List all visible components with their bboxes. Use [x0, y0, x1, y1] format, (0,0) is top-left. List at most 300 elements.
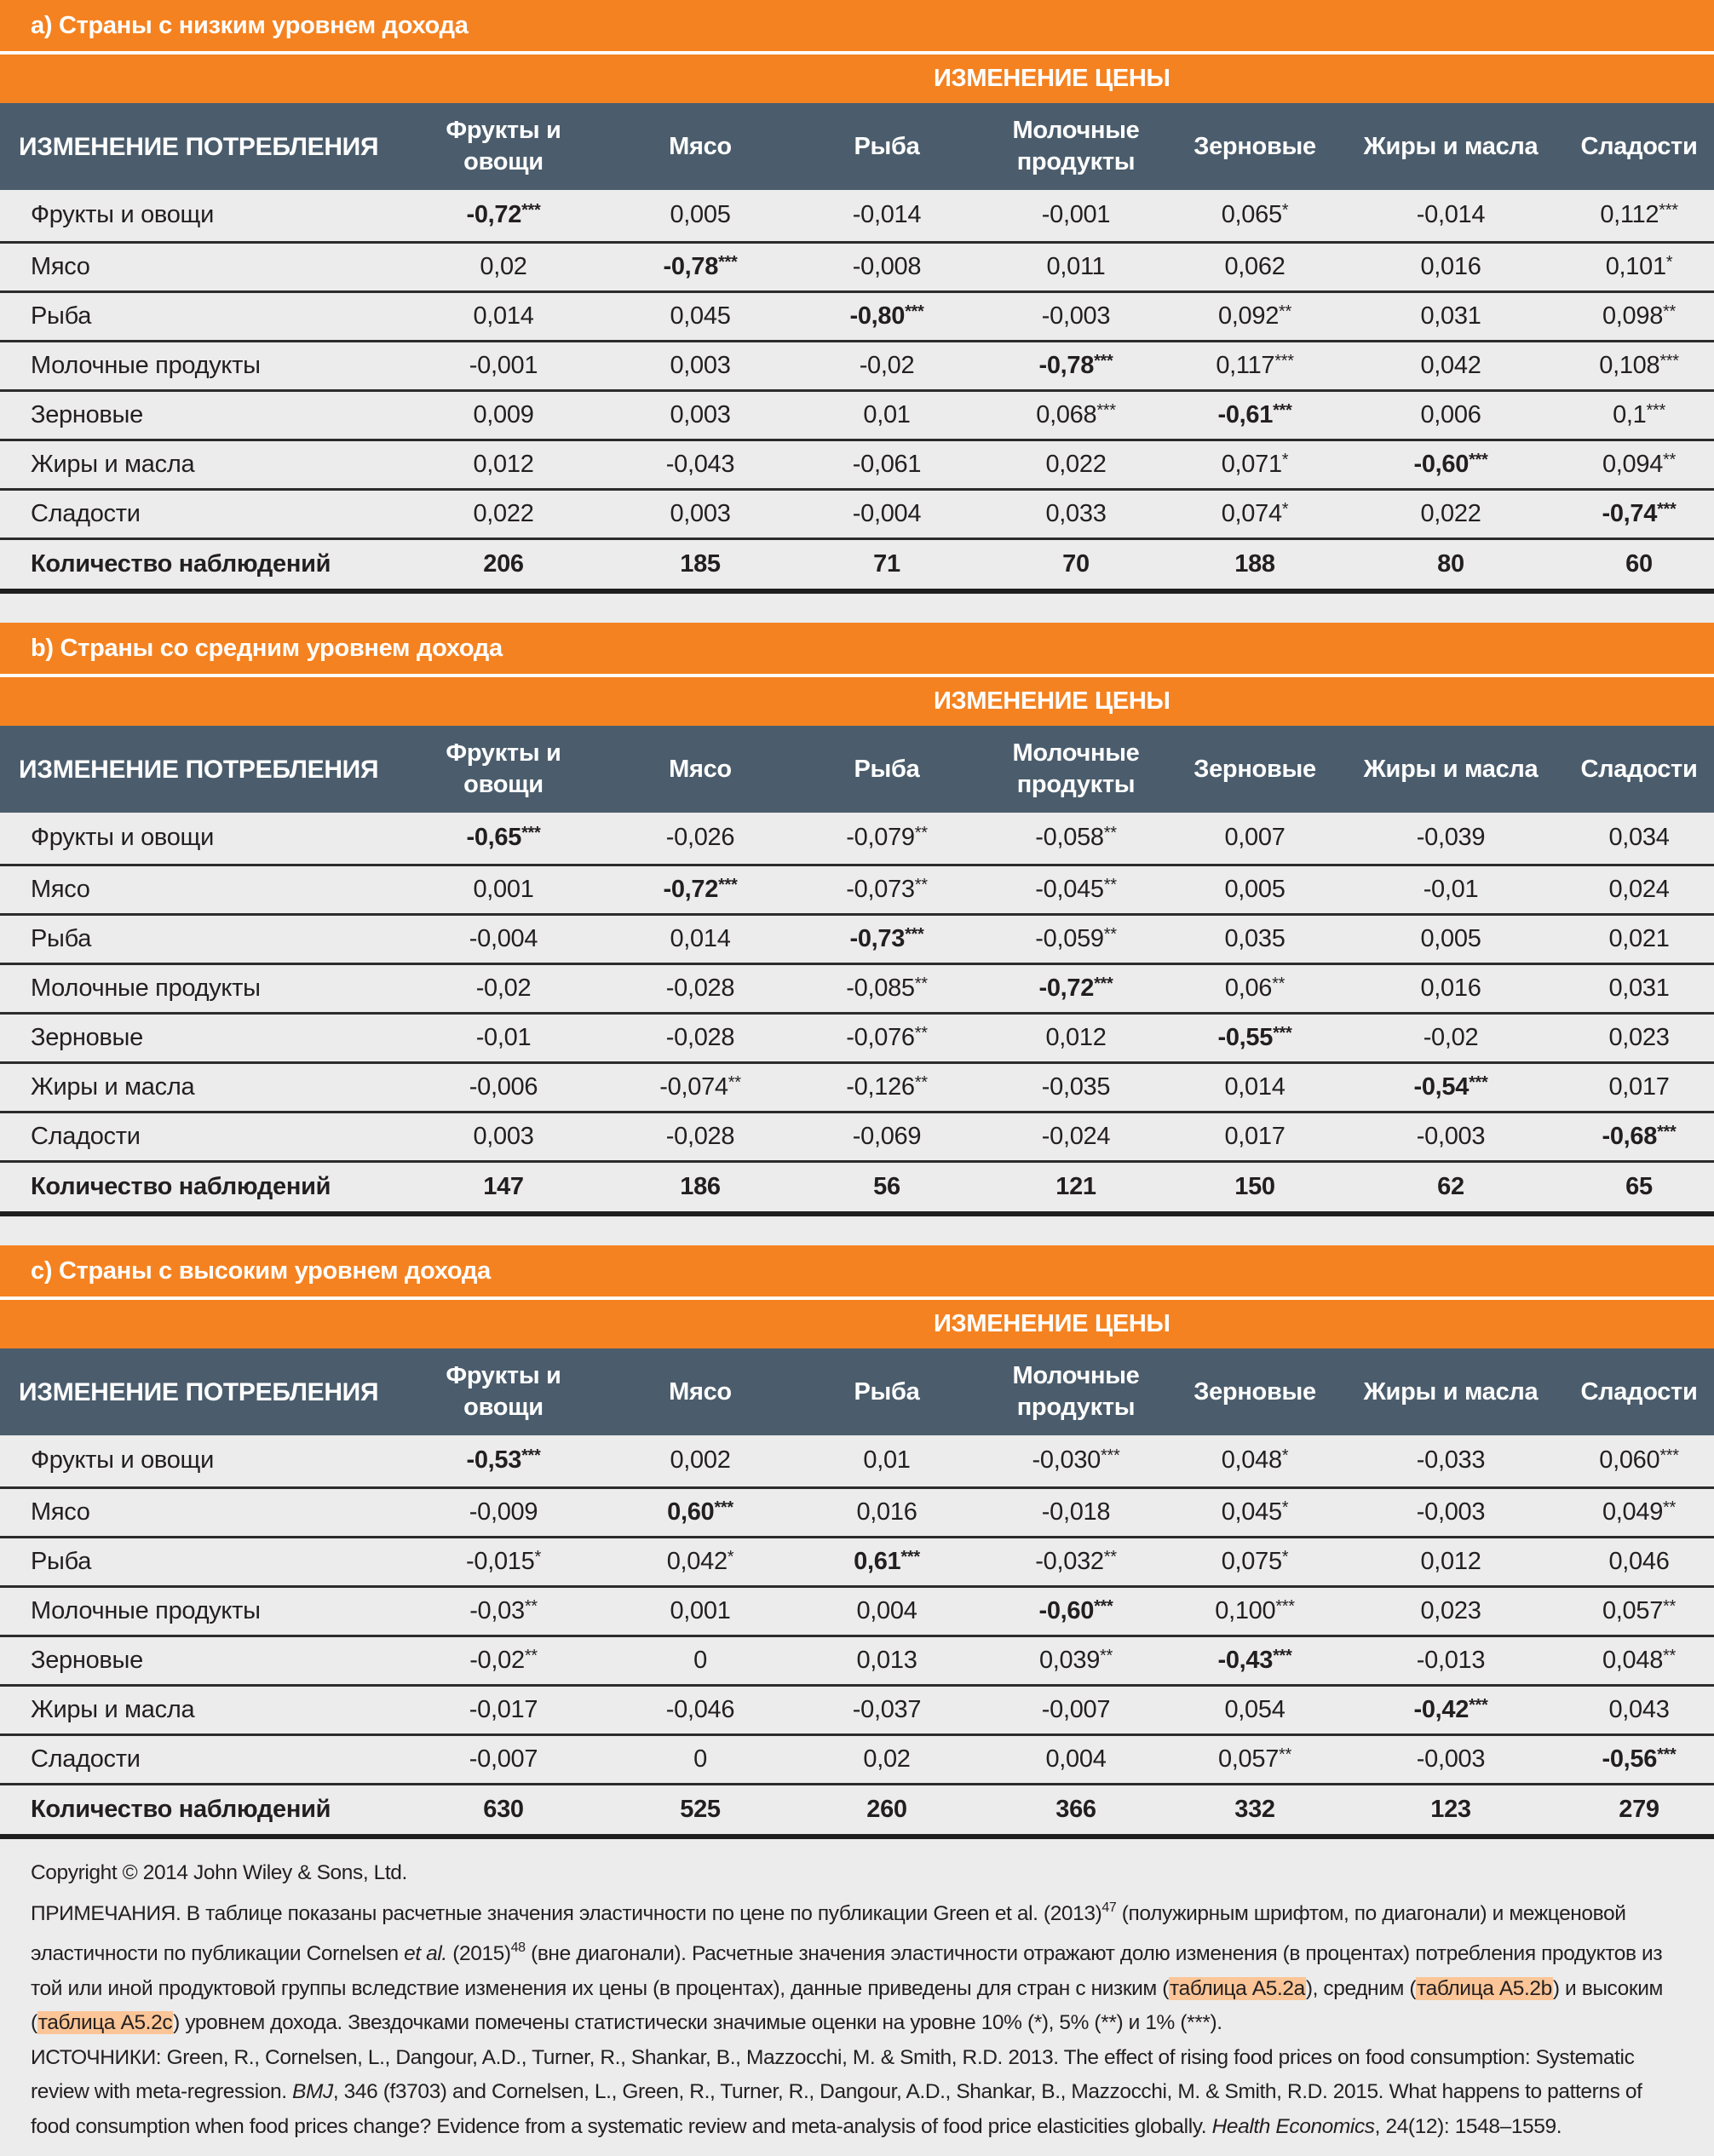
cross-price-elasticity-cell: -0,02 — [1337, 1013, 1564, 1062]
price-change-band — [0, 55, 1714, 103]
cross-price-elasticity-cell: 0,005 — [1172, 865, 1337, 914]
cross-price-elasticity-cell: -0,028 — [607, 1112, 794, 1161]
table-row — [0, 1013, 1714, 1062]
significance-stars: ** — [914, 1072, 928, 1092]
cross-price-elasticity-cell: 0,001 — [607, 1586, 794, 1636]
significance-stars: *** — [1646, 400, 1665, 420]
observations-count: 366 — [980, 1784, 1172, 1837]
cross-price-elasticity-cell: -0,001 — [980, 190, 1172, 242]
cross-price-elasticity-cell: 0,035 — [1172, 914, 1337, 963]
observations-count: 121 — [980, 1161, 1172, 1214]
cross-price-elasticity-cell: 0,01 — [794, 390, 980, 440]
table-row — [0, 242, 1714, 291]
column-header: Мясо — [607, 1348, 794, 1435]
significance-stars: ** — [1100, 1646, 1113, 1665]
cross-price-elasticity-cell: -0,030*** — [980, 1435, 1172, 1487]
cross-price-elasticity-cell: 0,003 — [607, 341, 794, 390]
significance-stars: * — [1281, 1547, 1289, 1567]
cross-price-elasticity-cell: -0,02** — [400, 1636, 607, 1685]
significance-stars: ** — [1272, 974, 1286, 993]
significance-stars: ** — [728, 1072, 741, 1092]
row-label: Рыба — [0, 914, 400, 963]
cross-price-elasticity-cell: 0,075* — [1172, 1537, 1337, 1586]
cross-price-elasticity-cell: -0,126** — [794, 1062, 980, 1112]
significance-stars: * — [1665, 252, 1673, 272]
cross-price-elasticity-cell: 0,02 — [400, 242, 607, 291]
cross-price-elasticity-cell: -0,017 — [400, 1685, 607, 1734]
cross-price-elasticity-cell: 0,005 — [607, 190, 794, 242]
row-label: Сладости — [0, 489, 400, 538]
cross-price-elasticity-cell: 0,100*** — [1172, 1586, 1337, 1636]
significance-stars: ** — [1279, 302, 1292, 321]
significance-stars: ** — [914, 974, 928, 993]
table-row — [0, 963, 1714, 1013]
cross-price-elasticity-cell: 0,098** — [1564, 291, 1714, 341]
section-title: a) Страны с низким уровнем дохода — [0, 0, 1714, 51]
cross-price-elasticity-cell: -0,003 — [1337, 1487, 1564, 1537]
cross-price-elasticity-cell: -0,004 — [794, 489, 980, 538]
elasticity-table — [0, 103, 1714, 594]
row-label: Сладости — [0, 1112, 400, 1161]
column-header: Рыба — [794, 103, 980, 190]
cross-price-elasticity-cell: 0,054 — [1172, 1685, 1337, 1734]
significance-stars: ** — [1103, 924, 1117, 944]
column-header: Жиры и масла — [1337, 1348, 1564, 1435]
income-section-0 — [0, 0, 1714, 594]
observations-count: 186 — [607, 1161, 794, 1214]
observations-count: 279 — [1564, 1784, 1714, 1837]
cross-price-elasticity-cell: 0,112*** — [1564, 190, 1714, 242]
own-price-elasticity-cell: 0,61*** — [794, 1537, 980, 1586]
cross-price-elasticity-cell: 0,01 — [794, 1435, 980, 1487]
cross-price-elasticity-cell: 0,043 — [1564, 1685, 1714, 1734]
table-row — [0, 291, 1714, 341]
cross-price-elasticity-cell: -0,028 — [607, 1013, 794, 1062]
cross-price-elasticity-cell: 0,048** — [1564, 1636, 1714, 1685]
significance-stars: ** — [1663, 1596, 1677, 1616]
own-price-elasticity-cell: -0,61*** — [1172, 390, 1337, 440]
price-change-band — [0, 1300, 1714, 1348]
cross-price-elasticity-cell: 0,023 — [1337, 1586, 1564, 1636]
cross-price-elasticity-cell: -0,073** — [794, 865, 980, 914]
significance-stars: *** — [1659, 351, 1679, 371]
cross-price-elasticity-cell: 0,003 — [400, 1112, 607, 1161]
cross-price-elasticity-cell: 0,001 — [400, 865, 607, 914]
cross-price-elasticity-cell: -0,069 — [794, 1112, 980, 1161]
significance-stars: *** — [1273, 400, 1292, 420]
significance-stars: * — [534, 1547, 541, 1567]
cross-price-elasticity-cell: 0,023 — [1564, 1013, 1714, 1062]
observations-count: 332 — [1172, 1784, 1337, 1837]
row-header-label: ИЗМЕНЕНИЕ ПОТРЕБЛЕНИЯ — [0, 103, 400, 190]
column-header: Молочные продукты — [980, 1348, 1172, 1435]
significance-stars: *** — [1094, 351, 1113, 371]
cross-price-elasticity-cell: -0,008 — [794, 242, 980, 291]
elasticity-table — [0, 726, 1714, 1216]
column-header: Молочные продукты — [980, 103, 1172, 190]
row-label: Зерновые — [0, 390, 400, 440]
significance-stars: *** — [1100, 1446, 1120, 1466]
significance-stars: *** — [521, 201, 541, 221]
observations-label: Количество наблюдений — [0, 1161, 400, 1214]
significance-stars: *** — [1657, 499, 1677, 519]
column-header: Зерновые — [1172, 726, 1337, 813]
cross-price-elasticity-cell: 0,031 — [1337, 291, 1564, 341]
cross-price-elasticity-cell: -0,003 — [1337, 1112, 1564, 1161]
table-row — [0, 1734, 1714, 1784]
row-header-label: ИЗМЕНЕНИЕ ПОТРЕБЛЕНИЯ — [0, 1348, 400, 1435]
copyright: Copyright © 2014 John Wiley & Sons, Ltd. — [31, 1861, 407, 1884]
significance-stars: *** — [1275, 1596, 1295, 1616]
cross-price-elasticity-cell: -0,079** — [794, 813, 980, 865]
row-label: Мясо — [0, 242, 400, 291]
own-price-elasticity-cell: -0,60*** — [980, 1586, 1172, 1636]
own-price-elasticity-cell: 0,60*** — [607, 1487, 794, 1537]
own-price-elasticity-cell: -0,53*** — [400, 1435, 607, 1487]
table-row — [0, 1636, 1714, 1685]
significance-stars: ** — [914, 824, 928, 843]
observations-count: 147 — [400, 1161, 607, 1214]
link-table-a5-2a[interactable]: таблица A5.2a — [1170, 1976, 1305, 2000]
cross-price-elasticity-cell: -0,003 — [1337, 1734, 1564, 1784]
cross-price-elasticity-cell: -0,009 — [400, 1487, 607, 1537]
row-label: Фрукты и овощи — [0, 190, 400, 242]
cross-price-elasticity-cell: -0,03** — [400, 1586, 607, 1636]
significance-stars: *** — [1094, 974, 1113, 993]
own-price-elasticity-cell: -0,65*** — [400, 813, 607, 865]
cross-price-elasticity-cell: 0,012 — [1337, 1537, 1564, 1586]
cross-price-elasticity-cell: 0,068*** — [980, 390, 1172, 440]
column-header: Рыба — [794, 1348, 980, 1435]
cross-price-elasticity-cell: -0,058** — [980, 813, 1172, 865]
cross-price-elasticity-cell: -0,024 — [980, 1112, 1172, 1161]
cross-price-elasticity-cell: 0,016 — [1337, 242, 1564, 291]
cross-price-elasticity-cell: 0,004 — [980, 1734, 1172, 1784]
price-change-band — [0, 677, 1714, 726]
cross-price-elasticity-cell: 0,042 — [1337, 341, 1564, 390]
price-change-label: ИЗМЕНЕНИЕ ЦЕНЫ — [934, 687, 1170, 715]
cross-price-elasticity-cell: -0,026 — [607, 813, 794, 865]
cross-price-elasticity-cell: 0,117*** — [1172, 341, 1337, 390]
column-header: Жиры и масла — [1337, 103, 1564, 190]
own-price-elasticity-cell: -0,80*** — [794, 291, 980, 341]
table-row — [0, 341, 1714, 390]
price-change-label: ИЗМЕНЕНИЕ ЦЕНЫ — [934, 1310, 1170, 1337]
significance-stars: *** — [1657, 1745, 1677, 1764]
footnote-ref: 48 — [510, 1940, 526, 1955]
cross-price-elasticity-cell: 0,013 — [794, 1636, 980, 1685]
row-label: Молочные продукты — [0, 341, 400, 390]
cross-price-elasticity-cell: -0,006 — [400, 1062, 607, 1112]
significance-stars: ** — [914, 1023, 928, 1043]
significance-stars: ** — [1663, 1646, 1677, 1665]
footnote-ref: 47 — [1101, 1900, 1117, 1915]
cross-price-elasticity-cell: 0,021 — [1564, 914, 1714, 963]
cross-price-elasticity-cell: 0,016 — [1337, 963, 1564, 1013]
table-row — [0, 865, 1714, 914]
row-label: Жиры и масла — [0, 1062, 400, 1112]
column-header: Жиры и масла — [1337, 726, 1564, 813]
cross-price-elasticity-cell: -0,037 — [794, 1685, 980, 1734]
cross-price-elasticity-cell: -0,045** — [980, 865, 1172, 914]
column-header: Фрукты и овощи — [400, 1348, 607, 1435]
footer-notes — [0, 1839, 1714, 2153]
section-title: b) Страны со средним уровнем дохода — [0, 623, 1714, 674]
cross-price-elasticity-cell: -0,007 — [400, 1734, 607, 1784]
observations-count: 70 — [980, 538, 1172, 591]
notes: ПРИМЕЧАНИЯ. В таблице показаны расчетные значения эластичности по цене по публикации Green et al. $(2013)^{47}$ (полужирным шрифтом, по диагонали) и межценовой эластичности по публикации Cornelsen et al. $(2015)^{48}$ (вне диагонали). Расчетные значения эластичности отражают долю изменения (в процентах) потребления продуктов из той или иной продуктовой группы вследствие изменения их цены (в процентах), данные приведены для стран с низким (таблица A5.2a), средним (таблица A5.2b) и высоким (таблица A5.2c) уровнем дохода. Звездочками помечены статистически значимые оценки на уровне 10% (*), 5% (**) и 1% (***). — [31, 1900, 1663, 2034]
significance-stars: ** — [1103, 1547, 1117, 1567]
own-price-elasticity-cell: -0,72*** — [980, 963, 1172, 1013]
significance-stars: * — [727, 1547, 734, 1567]
column-header: Зерновые — [1172, 1348, 1337, 1435]
significance-stars: ** — [914, 875, 928, 894]
cross-price-elasticity-cell: 0,004 — [794, 1586, 980, 1636]
column-header-row — [0, 103, 1714, 190]
cross-price-elasticity-cell: -0,046 — [607, 1685, 794, 1734]
table-row — [0, 914, 1714, 963]
cross-price-elasticity-cell: 0,046 — [1564, 1537, 1714, 1586]
cross-price-elasticity-cell: 0,017 — [1172, 1112, 1337, 1161]
significance-stars: *** — [718, 252, 738, 272]
cross-price-elasticity-cell: -0,004 — [400, 914, 607, 963]
significance-stars: ** — [524, 1646, 538, 1665]
cross-price-elasticity-cell: 0,014 — [400, 291, 607, 341]
table-row — [0, 190, 1714, 242]
link-table-a5-2c[interactable]: таблица A5.2c — [37, 2011, 173, 2034]
column-header: Зерновые — [1172, 103, 1337, 190]
significance-stars: ** — [1103, 875, 1117, 894]
cross-price-elasticity-cell: -0,013 — [1337, 1636, 1564, 1685]
cross-price-elasticity-cell: 0,009 — [400, 390, 607, 440]
cross-price-elasticity-cell: 0,011 — [980, 242, 1172, 291]
column-header: Мясо — [607, 726, 794, 813]
row-label: Рыба — [0, 291, 400, 341]
row-label: Мясо — [0, 865, 400, 914]
table-row — [0, 813, 1714, 865]
observations-count: 150 — [1172, 1161, 1337, 1214]
significance-stars: *** — [1273, 1646, 1292, 1665]
observations-count: 206 — [400, 538, 607, 591]
own-price-elasticity-cell: -0,72*** — [400, 190, 607, 242]
significance-stars: * — [1281, 1498, 1289, 1517]
link-table-a5-2b[interactable]: таблица A5.2b — [1417, 1976, 1552, 2000]
row-label: Молочные продукты — [0, 1586, 400, 1636]
cross-price-elasticity-cell: 0,012 — [400, 440, 607, 489]
row-label: Рыба — [0, 1537, 400, 1586]
significance-stars: ** — [1279, 1745, 1292, 1764]
observations-count: 60 — [1564, 538, 1714, 591]
cross-price-elasticity-cell: -0,039 — [1337, 813, 1564, 865]
cross-price-elasticity-cell: 0 — [607, 1636, 794, 1685]
significance-stars: * — [1281, 1446, 1289, 1466]
cross-price-elasticity-cell: -0,028 — [607, 963, 794, 1013]
own-price-elasticity-cell: -0,54*** — [1337, 1062, 1564, 1112]
significance-stars: *** — [905, 302, 924, 321]
cross-price-elasticity-cell: 0,042* — [607, 1537, 794, 1586]
own-price-elasticity-cell: -0,55*** — [1172, 1013, 1337, 1062]
cross-price-elasticity-cell: 0,071* — [1172, 440, 1337, 489]
cross-price-elasticity-cell: 0,022 — [1337, 489, 1564, 538]
column-header: Молочные продукты — [980, 726, 1172, 813]
significance-stars: *** — [1469, 1072, 1488, 1092]
cross-price-elasticity-cell: -0,007 — [980, 1685, 1172, 1734]
significance-stars: *** — [1659, 201, 1678, 221]
row-label: Мясо — [0, 1487, 400, 1537]
row-label: Зерновые — [0, 1013, 400, 1062]
cross-price-elasticity-cell: 0,062 — [1172, 242, 1337, 291]
table-row — [0, 390, 1714, 440]
sources: ИСТОЧНИКИ: Green, R., Cornelsen, L., Dangour, A.D., Turner, R., Shankar, B., Mazzocchi, M. & Smith, R.D. 2013. The effect of rising food prices on food consumption: Systematic review with meta-regression. BMJ, 346 (f3703) and Cornelsen, L., Green, R., Turner, R., Dangour, A.D., Shankar, B., Mazzocchi, M. & Smith, R.D. 2015. What happens to patterns of food consumption when food prices change? Evidence from a systematic review and meta-analysis of food price elasticities globally. Health Economics, 24(12): 1548–1559. — [31, 2045, 1642, 2138]
significance-stars: *** — [1094, 1596, 1113, 1616]
observations-row — [0, 538, 1714, 591]
significance-stars: *** — [900, 1547, 920, 1567]
cross-price-elasticity-cell: 0,057** — [1564, 1586, 1714, 1636]
column-header: Рыба — [794, 726, 980, 813]
observations-count: 80 — [1337, 538, 1564, 591]
cross-price-elasticity-cell: -0,014 — [794, 190, 980, 242]
cross-price-elasticity-cell: -0,032** — [980, 1537, 1172, 1586]
cross-price-elasticity-cell: 0,049** — [1564, 1487, 1714, 1537]
own-price-elasticity-cell: -0,74*** — [1564, 489, 1714, 538]
table-row — [0, 1112, 1714, 1161]
column-header: Сладости — [1564, 1348, 1714, 1435]
own-price-elasticity-cell: -0,73*** — [794, 914, 980, 963]
cross-price-elasticity-cell: -0,01 — [1337, 865, 1564, 914]
own-price-elasticity-cell: -0,78*** — [980, 341, 1172, 390]
observations-count: 525 — [607, 1784, 794, 1837]
cross-price-elasticity-cell: 0,108*** — [1564, 341, 1714, 390]
cross-price-elasticity-cell: -0,015* — [400, 1537, 607, 1586]
significance-stars: ** — [1103, 824, 1117, 843]
cross-price-elasticity-cell: 0,065* — [1172, 190, 1337, 242]
cross-price-elasticity-cell: 0,016 — [794, 1487, 980, 1537]
significance-stars: * — [1281, 450, 1289, 469]
cross-price-elasticity-cell: -0,02 — [794, 341, 980, 390]
cross-price-elasticity-cell: 0,022 — [400, 489, 607, 538]
cross-price-elasticity-cell: -0,076** — [794, 1013, 980, 1062]
cross-price-elasticity-cell: 0,005 — [1337, 914, 1564, 963]
significance-stars: *** — [1469, 450, 1488, 469]
cross-price-elasticity-cell: 0,024 — [1564, 865, 1714, 914]
cross-price-elasticity-cell: 0,06** — [1172, 963, 1337, 1013]
cross-price-elasticity-cell: 0,094** — [1564, 440, 1714, 489]
observations-row — [0, 1784, 1714, 1837]
significance-stars: ** — [1663, 302, 1677, 321]
cross-price-elasticity-cell: 0,033 — [980, 489, 1172, 538]
cross-price-elasticity-cell: 0,1*** — [1564, 390, 1714, 440]
observations-label: Количество наблюдений — [0, 1784, 400, 1837]
cross-price-elasticity-cell: -0,003 — [980, 291, 1172, 341]
cross-price-elasticity-cell: 0,003 — [607, 390, 794, 440]
row-label: Жиры и масла — [0, 1685, 400, 1734]
table-row — [0, 1435, 1714, 1487]
cross-price-elasticity-cell: -0,02 — [400, 963, 607, 1013]
cross-price-elasticity-cell: 0,022 — [980, 440, 1172, 489]
column-header: Сладости — [1564, 103, 1714, 190]
own-price-elasticity-cell: -0,43*** — [1172, 1636, 1337, 1685]
column-header: Сладости — [1564, 726, 1714, 813]
row-label: Фрукты и овощи — [0, 1435, 400, 1487]
cross-price-elasticity-cell: 0,057** — [1172, 1734, 1337, 1784]
observations-count: 630 — [400, 1784, 607, 1837]
significance-stars: ** — [1663, 450, 1677, 469]
cross-price-elasticity-cell: -0,033 — [1337, 1435, 1564, 1487]
cross-price-elasticity-cell: 0,039** — [980, 1636, 1172, 1685]
observations-count: 185 — [607, 538, 794, 591]
cross-price-elasticity-cell: 0,006 — [1337, 390, 1564, 440]
column-header-row — [0, 726, 1714, 813]
table-row — [0, 1537, 1714, 1586]
income-section-2 — [0, 1245, 1714, 1839]
observations-count: 56 — [794, 1161, 980, 1214]
cross-price-elasticity-cell: -0,018 — [980, 1487, 1172, 1537]
significance-stars: * — [1281, 499, 1289, 519]
cross-price-elasticity-cell: -0,014 — [1337, 190, 1564, 242]
own-price-elasticity-cell: -0,78*** — [607, 242, 794, 291]
column-header: Фрукты и овощи — [400, 103, 607, 190]
cross-price-elasticity-cell: 0,002 — [607, 1435, 794, 1487]
cross-price-elasticity-cell: 0 — [607, 1734, 794, 1784]
cross-price-elasticity-cell: 0,045 — [607, 291, 794, 341]
table-row — [0, 1062, 1714, 1112]
significance-stars: ** — [1663, 1498, 1677, 1517]
column-header-row — [0, 1348, 1714, 1435]
row-label: Фрукты и овощи — [0, 813, 400, 865]
significance-stars: *** — [1659, 1446, 1679, 1466]
observations-row — [0, 1161, 1714, 1214]
table-row — [0, 1586, 1714, 1636]
significance-stars: *** — [521, 824, 541, 843]
observations-count: 71 — [794, 538, 980, 591]
cross-price-elasticity-cell: 0,060*** — [1564, 1435, 1714, 1487]
significance-stars: *** — [714, 1498, 733, 1517]
row-header-label: ИЗМЕНЕНИЕ ПОТРЕБЛЕНИЯ — [0, 726, 400, 813]
column-header: Мясо — [607, 103, 794, 190]
cross-price-elasticity-cell: 0,045* — [1172, 1487, 1337, 1537]
cross-price-elasticity-cell: 0,014 — [1172, 1062, 1337, 1112]
section-title: c) Страны с высоким уровнем дохода — [0, 1245, 1714, 1296]
observations-count: 65 — [1564, 1161, 1714, 1214]
own-price-elasticity-cell: -0,42*** — [1337, 1685, 1564, 1734]
significance-stars: *** — [1274, 351, 1294, 371]
cross-price-elasticity-cell: 0,074* — [1172, 489, 1337, 538]
significance-stars: * — [1281, 201, 1289, 221]
significance-stars: *** — [718, 875, 738, 894]
elasticity-table — [0, 1348, 1714, 1839]
table-row — [0, 1685, 1714, 1734]
significance-stars: *** — [1657, 1122, 1677, 1141]
row-label: Жиры и масла — [0, 440, 400, 489]
cross-price-elasticity-cell: -0,085** — [794, 963, 980, 1013]
cross-price-elasticity-cell: 0,014 — [607, 914, 794, 963]
cross-price-elasticity-cell: 0,034 — [1564, 813, 1714, 865]
column-header: Фрукты и овощи — [400, 726, 607, 813]
significance-stars: *** — [905, 924, 924, 944]
significance-stars: ** — [524, 1596, 538, 1616]
price-change-label: ИЗМЕНЕНИЕ ЦЕНЫ — [934, 65, 1170, 92]
cross-price-elasticity-cell: 0,101* — [1564, 242, 1714, 291]
observations-count: 123 — [1337, 1784, 1564, 1837]
cross-price-elasticity-cell: 0,02 — [794, 1734, 980, 1784]
cross-price-elasticity-cell: -0,035 — [980, 1062, 1172, 1112]
table-row — [0, 489, 1714, 538]
cross-price-elasticity-cell: 0,048* — [1172, 1435, 1337, 1487]
cross-price-elasticity-cell: 0,017 — [1564, 1062, 1714, 1112]
cross-price-elasticity-cell: -0,01 — [400, 1013, 607, 1062]
row-label: Сладости — [0, 1734, 400, 1784]
significance-stars: *** — [1469, 1695, 1488, 1715]
